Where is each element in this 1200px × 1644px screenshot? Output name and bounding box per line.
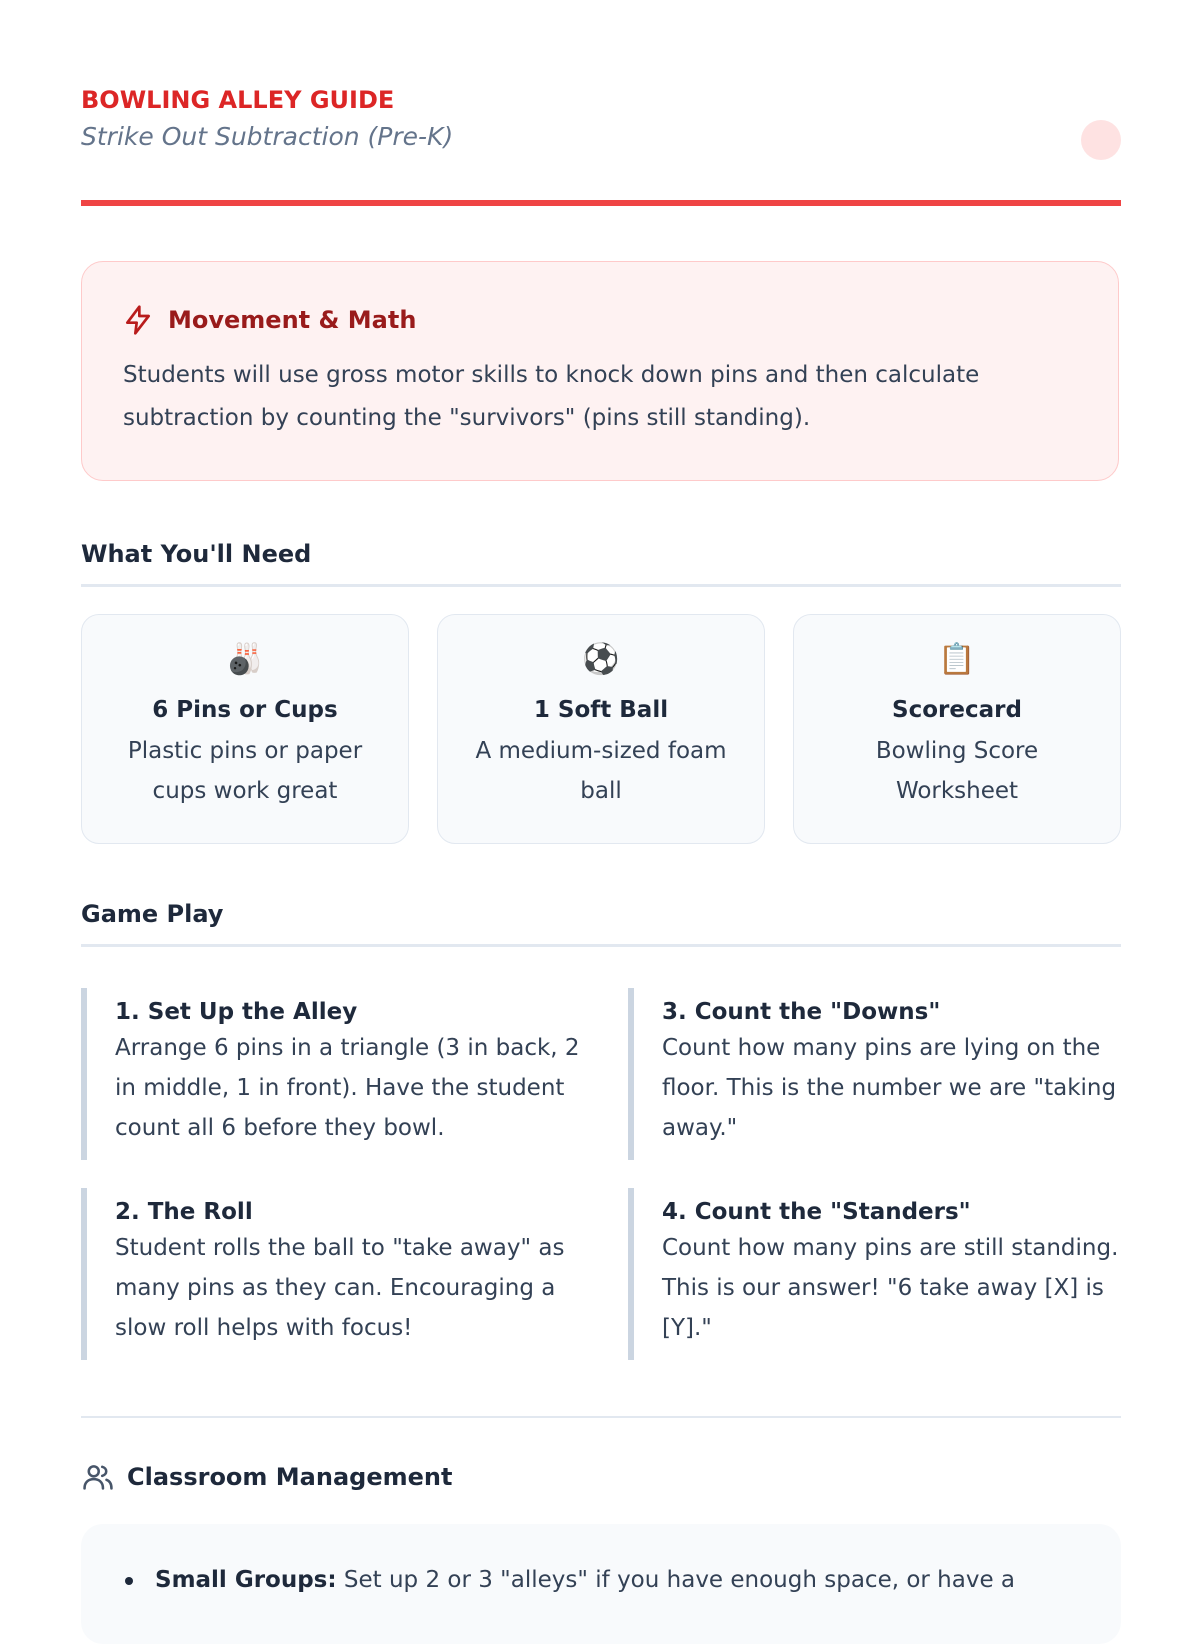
step-body: Arrange 6 pins in a triangle (3 in back, 2 in middle, 1 in front). Have the student count all 6 before they bowl. xyxy=(115,1035,580,1141)
callout-title: Movement & Math xyxy=(168,306,417,334)
clipboard-icon: 📋 xyxy=(938,642,976,677)
step-title: 3. Count the "Downs" xyxy=(662,999,941,1025)
ball-icon: ⚽ xyxy=(582,642,620,677)
step-2 xyxy=(81,1188,595,1360)
lesson-subtitle: Strike Out Subtraction (Pre-K) xyxy=(81,122,454,151)
movement-math-callout xyxy=(81,261,1119,481)
need-card xyxy=(81,614,409,844)
step-title: 1. Set Up the Alley xyxy=(115,999,358,1025)
bullet xyxy=(125,1577,133,1585)
item-label: Small Groups: xyxy=(155,1567,337,1593)
item-text: Set up 2 or 3 "alleys" if you have enough space, or have a xyxy=(336,1567,1016,1593)
callout-body: Students will use gross motor skills to knock down pins and then calculate subtraction by counting the "survivors" (pins still standing). xyxy=(123,362,980,431)
header-divider xyxy=(81,200,1121,206)
section-divider xyxy=(81,1416,1121,1418)
lightning-icon xyxy=(122,304,154,336)
step-title: 4. Count the "Standers" xyxy=(662,1199,971,1225)
list-item xyxy=(125,1564,1015,1596)
need-card xyxy=(793,614,1121,844)
bowling-icon: 🎳 xyxy=(226,642,264,677)
need-title: Scorecard xyxy=(892,697,1022,723)
gameplay-divider xyxy=(81,944,1121,947)
callout-header xyxy=(122,304,416,336)
need-desc: Bowling Score Worksheet xyxy=(875,738,1039,804)
step-body: Student rolls the ball to "take away" as many pins as they can. Encouraging a slow roll helps with focus! xyxy=(115,1235,565,1341)
management-header xyxy=(81,1460,452,1494)
needs-divider xyxy=(81,584,1121,587)
users-icon xyxy=(81,1460,115,1494)
needs-cards xyxy=(81,614,1121,844)
step-title: 2. The Roll xyxy=(115,1199,253,1225)
management-box xyxy=(81,1524,1121,1644)
step-body: Count how many pins are lying on the floor. This is the number we are "taking away." xyxy=(662,1035,1117,1141)
need-card xyxy=(437,614,765,844)
need-desc: Plastic pins or paper cups work great xyxy=(127,738,363,804)
step-body: Count how many pins are still standing. This is our answer! "6 take away [X] is [Y]." xyxy=(662,1235,1119,1341)
gameplay-heading: Game Play xyxy=(81,900,224,928)
step-1 xyxy=(81,988,595,1160)
decorative-dot xyxy=(1081,120,1121,160)
step-4 xyxy=(628,1188,1142,1360)
management-title: Classroom Management xyxy=(127,1463,453,1491)
needs-heading: What You'll Need xyxy=(81,540,312,568)
step-3 xyxy=(628,988,1142,1160)
need-desc: A medium-sized foam ball xyxy=(475,738,727,804)
guide-eyebrow: BOWLING ALLEY GUIDE xyxy=(81,86,395,114)
need-title: 6 Pins or Cups xyxy=(152,697,338,723)
page-header xyxy=(81,84,1121,154)
need-title: 1 Soft Ball xyxy=(533,697,669,723)
